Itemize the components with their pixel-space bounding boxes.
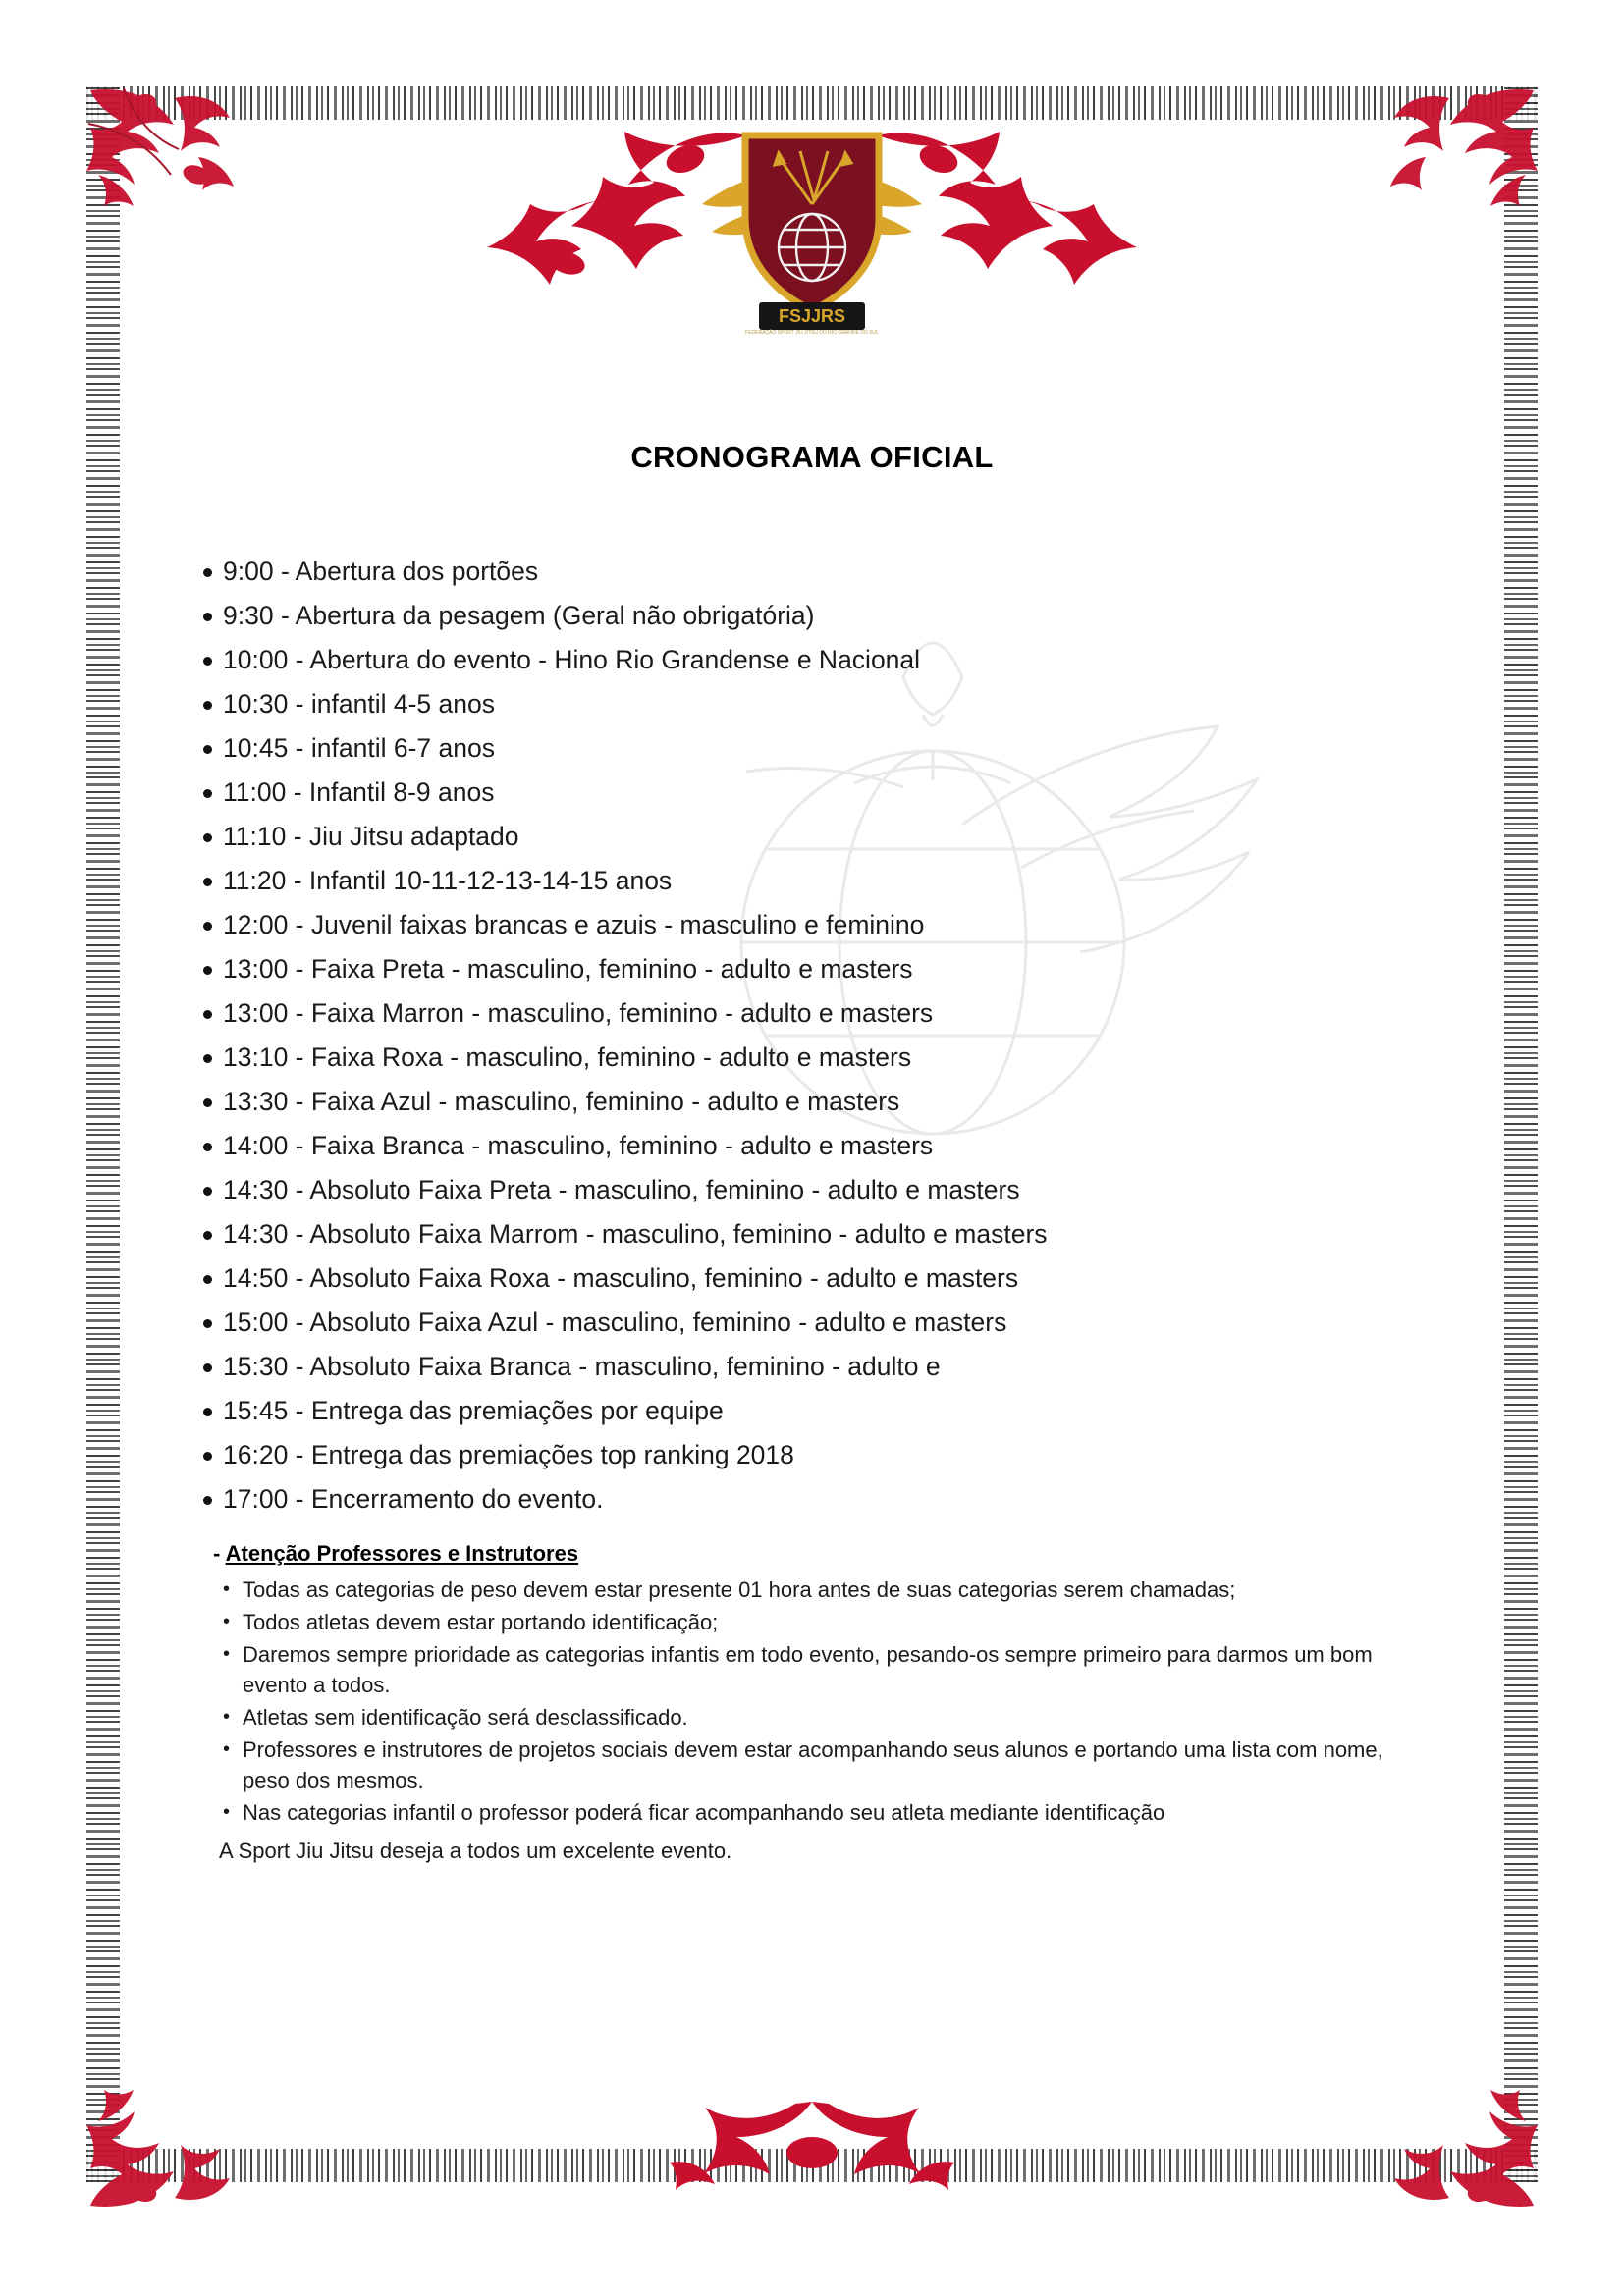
floral-ornament-icon	[81, 2068, 267, 2216]
list-item: 10:45 - infantil 6-7 anos	[201, 726, 1458, 771]
federation-logo	[684, 110, 940, 336]
list-item: 9:00 - Abertura dos portões	[201, 550, 1458, 594]
list-item: • Todos atletas devem estar portando identificação;	[201, 1607, 1429, 1637]
schedule-list	[201, 550, 1458, 1522]
list-item: • Nas categorias infantil o professor poderá ficar acompanhando seu atleta mediante identificação	[201, 1797, 1429, 1828]
list-item: 16:20 - Entrega das premiações top ranking 2018	[201, 1433, 1458, 1477]
notes-heading-prefix: -	[213, 1541, 226, 1566]
list-item: • Todas as categorias de peso devem estar presente 01 hora antes de suas categorias serem chamadas;	[201, 1575, 1429, 1605]
closing-line: A Sport Jiu Jitsu deseja a todos um excelente evento.	[219, 1839, 732, 1863]
list-item: • Atletas sem identificação será desclassificado.	[201, 1702, 1429, 1733]
list-item: 11:10 - Jiu Jitsu adaptado	[201, 815, 1458, 859]
list-item: 9:30 - Abertura da pesagem (Geral não obrigatória)	[201, 594, 1458, 638]
list-item: 15:45 - Entrega das premiações por equipe	[201, 1389, 1458, 1433]
border-band-left	[86, 86, 120, 2182]
list-item: 14:50 - Absoluto Faixa Roxa - masculino, feminino - adulto e masters	[201, 1256, 1458, 1301]
list-item: 13:10 - Faixa Roxa - masculino, feminino - adulto e masters	[201, 1036, 1458, 1080]
list-item: 15:00 - Absoluto Faixa Azul - masculino, feminino - adulto e masters	[201, 1301, 1458, 1345]
notes-list	[201, 1575, 1429, 1828]
notes-heading-text: Atenção Professores e Instrutores	[225, 1541, 579, 1566]
logo-federation-abbr: FSJJRS	[778, 306, 846, 326]
list-item: 15:30 - Absoluto Faixa Branca - masculino, feminino - adulto e	[201, 1345, 1458, 1389]
floral-ornament-icon	[1357, 2068, 1543, 2216]
list-item: 13:00 - Faixa Preta - masculino, feminino - adulto e masters	[201, 947, 1458, 991]
page-title: CRONOGRAMA OFICIAL	[630, 440, 994, 474]
list-item: 13:30 - Faixa Azul - masculino, feminino - adulto e masters	[201, 1080, 1458, 1124]
notes-heading	[201, 1541, 1429, 1567]
list-item: 14:30 - Absoluto Faixa Preta - masculino, feminino - adulto e masters	[201, 1168, 1458, 1212]
list-item: 17:00 - Encerramento do evento.	[201, 1477, 1458, 1522]
list-item: • Daremos sempre prioridade as categorias infantis em todo evento, pesando-os sempre primeiro para darmos um bom evento a todos.	[201, 1639, 1429, 1700]
list-item: 11:00 - Infantil 8-9 anos	[201, 771, 1458, 815]
list-item: 13:00 - Faixa Marron - masculino, feminino - adulto e masters	[201, 991, 1458, 1036]
list-item: 10:30 - infantil 4-5 anos	[201, 682, 1458, 726]
svg-text:FEDERAÇÃO SPORT JIU JITSU DO R: FEDERAÇÃO SPORT JIU JITSU DO RIO GRANDE DO SUL	[745, 330, 879, 336]
list-item: • Professores e instrutores de projetos sociais devem estar acompanhando seus alunos e portando uma lista com nome, peso dos mesmos.	[201, 1735, 1429, 1795]
list-item: 11:20 - Infantil 10-11-12-13-14-15 anos	[201, 859, 1458, 903]
notes-section	[201, 1541, 1429, 1866]
list-item: 14:00 - Faixa Branca - masculino, feminino - adulto e masters	[201, 1124, 1458, 1168]
list-item: 10:00 - Abertura do evento - Hino Rio Grandense e Nacional	[201, 638, 1458, 682]
floral-swirl-bottom-icon	[650, 2094, 974, 2202]
list-item: 14:30 - Absoluto Faixa Marrom - masculino, feminino - adulto e masters	[201, 1212, 1458, 1256]
list-item: 12:00 - Juvenil faixas brancas e azuis - masculino e feminino	[201, 903, 1458, 947]
floral-ornament-icon	[81, 80, 267, 228]
border-band-right	[1504, 86, 1538, 2182]
floral-ornament-icon	[1357, 80, 1543, 228]
